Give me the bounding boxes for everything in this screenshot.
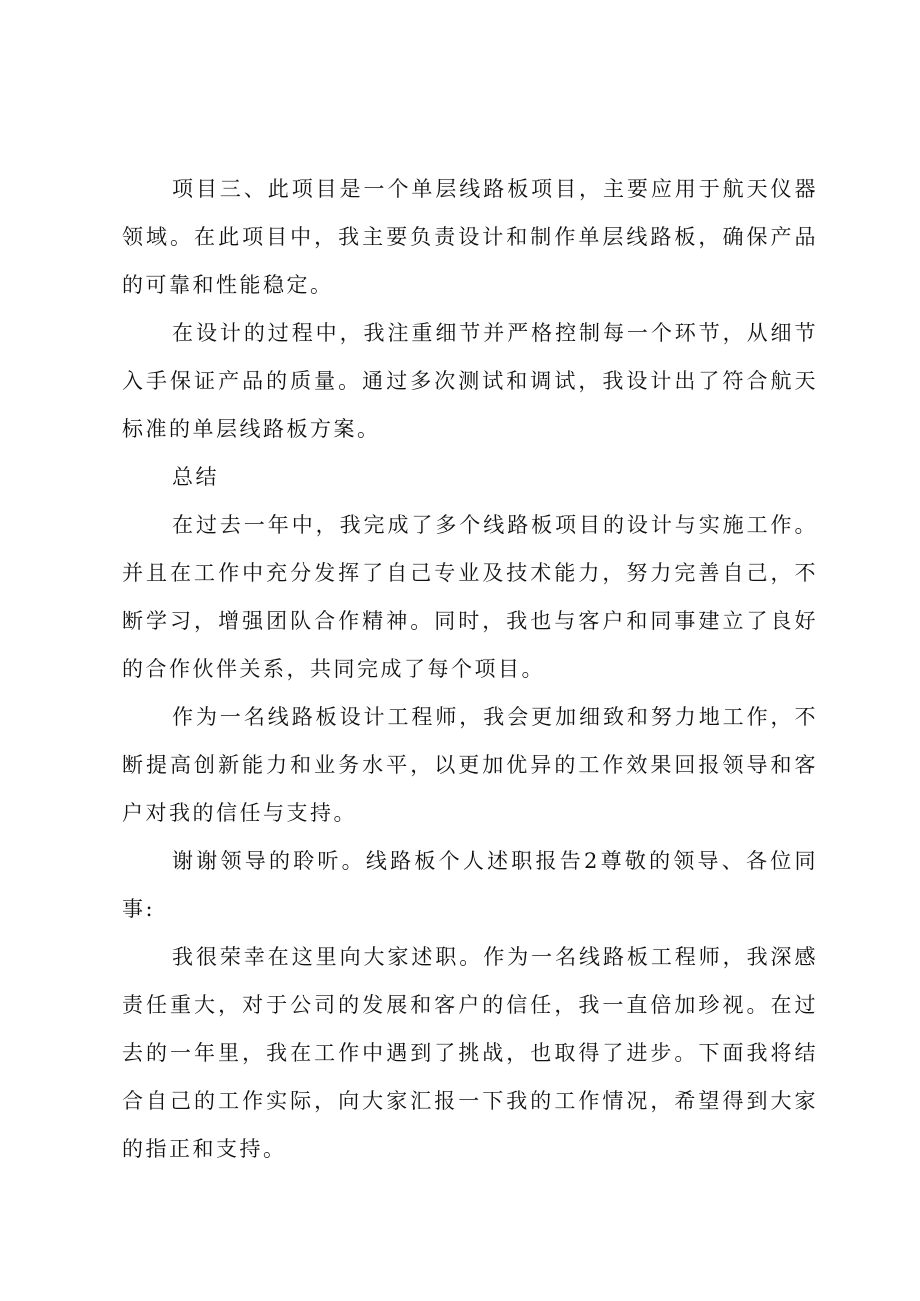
document-body [122, 165, 818, 1173]
paragraph-future-commitment: 作为一名线路板设计工程师，我会更加细致和努力地工作，不断提高创新能力和业务水平，以更加优异的工作效果回报领导和客户对我的信任与支持。 [122, 705, 818, 825]
paragraph-design-process: 在设计的过程中，我注重细节并严格控制每一个环节，从细节入手保证产品的质量。通过多次测试和调试，我设计出了符合航天标准的单层线路板方案。 [122, 321, 818, 441]
paragraph-thanks-and-report-two-opening: 谢谢领导的聆听。线路板个人述职报告2尊敬的领导、各位同事: [122, 849, 818, 921]
paragraph-report-introduction: 我很荣幸在这里向大家述职。作为一名线路板工程师，我深感责任重大，对于公司的发展和客户的信任，我一直倍加珍视。在过去的一年里，我在工作中遇到了挑战，也取得了进步。下面我将结合自己的工作实际，向大家汇报一下我的工作情况，希望得到大家的指正和支持。 [122, 945, 818, 1161]
paragraph-summary-past-year: 在过去一年中，我完成了多个线路板项目的设计与实施工作。并且在工作中充分发挥了自己专业及技术能力，努力完善自己，不断学习，增强团队合作精神。同时，我也与客户和同事建立了良好的合作伙伴关系，共同完成了每个项目。 [122, 513, 818, 681]
paragraph-project-three: 项目三、此项目是一个单层线路板项目，主要应用于航天仪器领域。在此项目中，我主要负责设计和制作单层线路板，确保产品的可靠和性能稳定。 [122, 177, 818, 297]
section-heading-summary: 总结 [172, 465, 219, 489]
